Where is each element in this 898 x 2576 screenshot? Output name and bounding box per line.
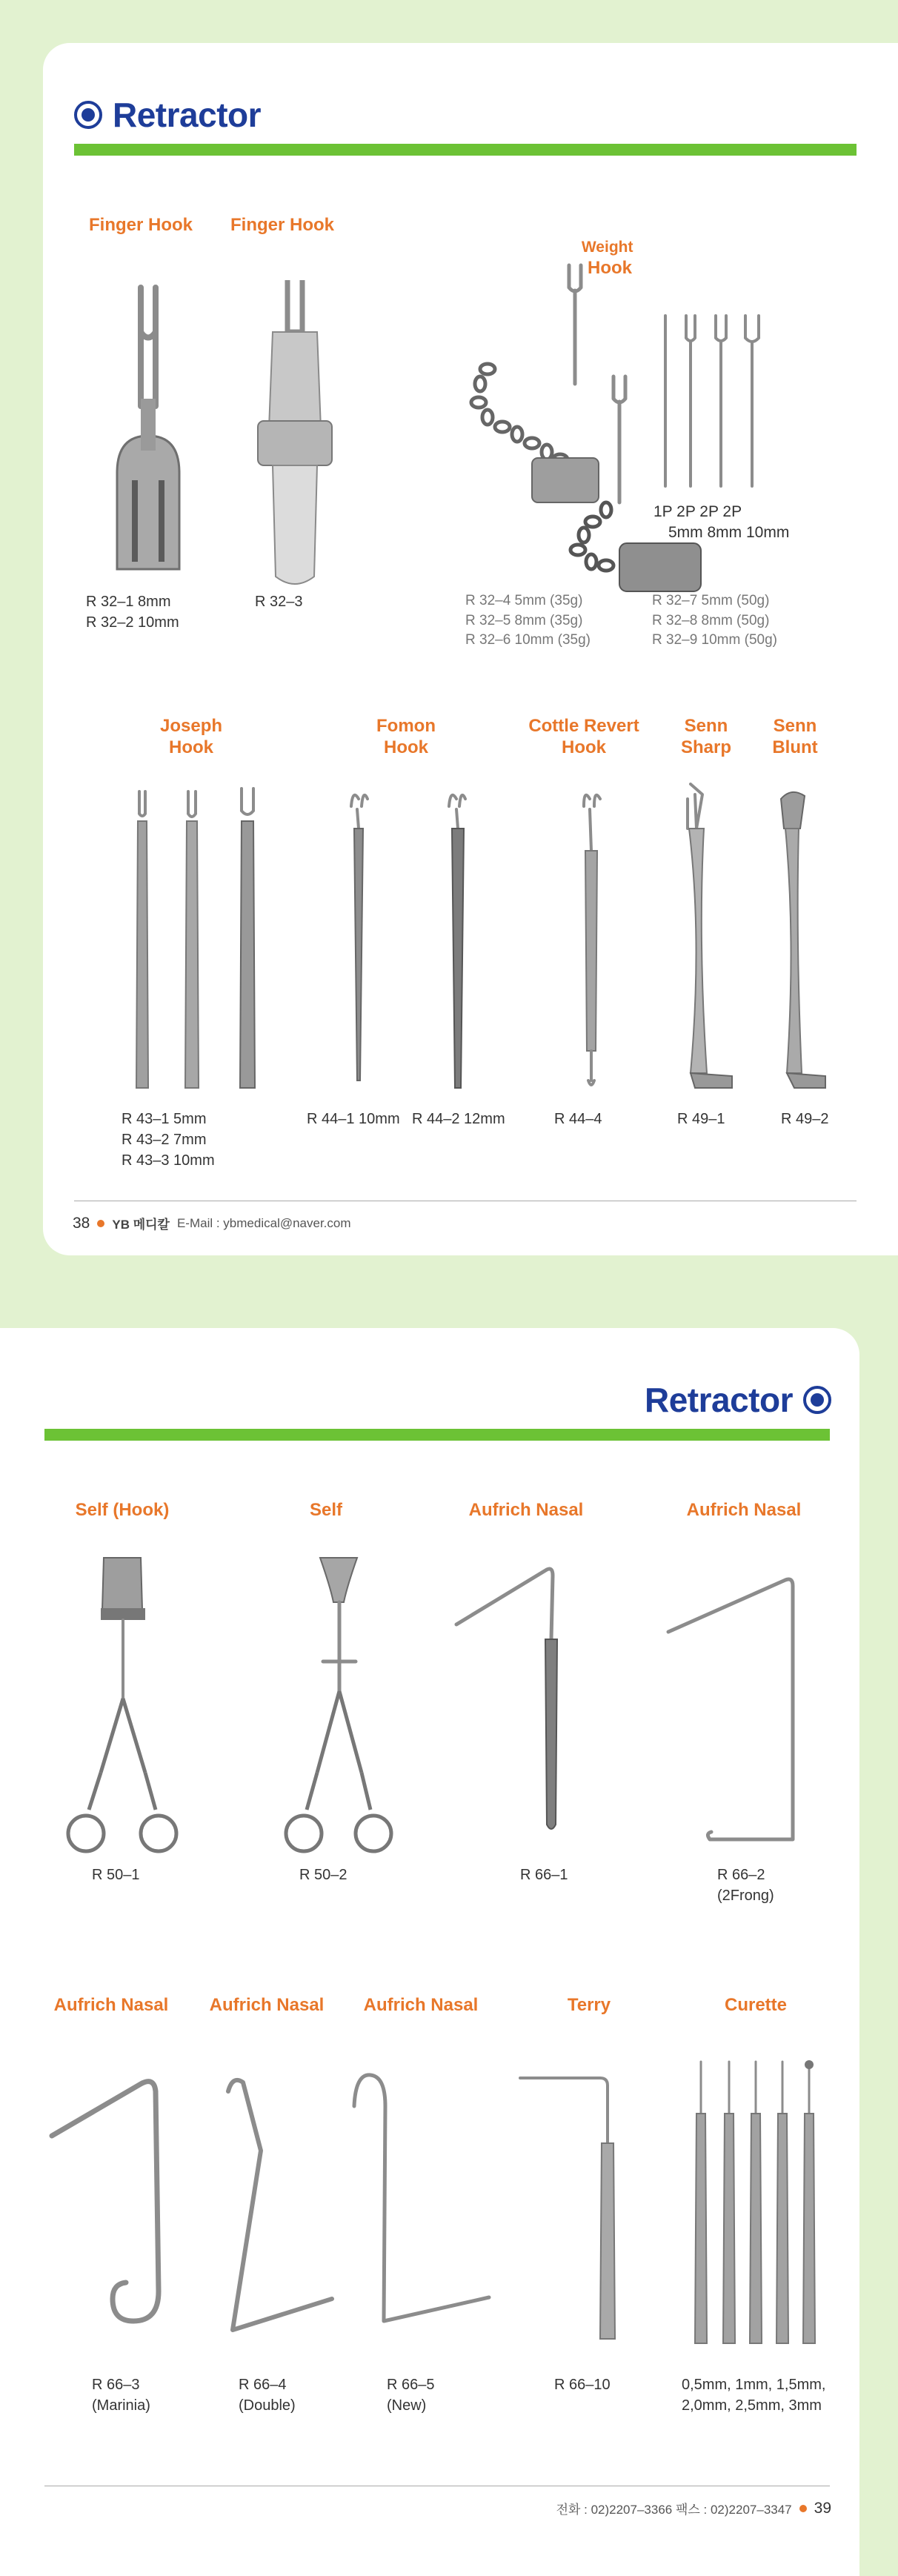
product-code-cottle: R 44–4 — [554, 1111, 602, 1127]
product-code-terry: R 66–10 — [554, 2377, 611, 2393]
aufrich-nasal-2-image — [667, 1573, 815, 1854]
circle-bullet-icon — [803, 1386, 831, 1414]
product-code-joseph-hook: R 43–1 5mm R 43–2 7mm R 43–3 10mm — [122, 1111, 215, 1169]
product-label-senn-blunt: Senn Blunt — [772, 716, 818, 757]
finger-hook-plate-image — [243, 280, 347, 591]
product-label-curette: Curette — [724, 1995, 787, 2015]
product-code-fomon-1: R 44–1 10mm — [307, 1111, 400, 1127]
product-code-self-hook: R 50–1 — [92, 1867, 140, 1883]
product-code-self: R 50–2 — [299, 1867, 347, 1883]
product-code-aufrich-nasal-4: R 66–4 (Double) — [239, 2377, 296, 2414]
product-label-finger-hook-2: Finger Hook — [230, 215, 334, 235]
curette-set-image — [682, 2062, 830, 2358]
product-code-finger-hook-2: R 32–3 — [255, 594, 303, 610]
product-code-aufrich-nasal-3: R 66–3 (Marinia) — [92, 2377, 150, 2414]
product-code-aufrich-nasal-2: R 66–2 (2Frong) — [717, 1867, 774, 1904]
product-label-cottle-revert-hook: Cottle Revert Hook — [528, 716, 639, 757]
product-code-aufrich-nasal-1: R 66–1 — [520, 1867, 568, 1883]
product-label-fomon-hook: Fomon Hook — [376, 716, 436, 757]
page-number: 38 — [73, 1214, 90, 1232]
catalog-page-39 — [0, 1328, 859, 2576]
section-title-text: Retractor — [113, 96, 262, 134]
product-label-weight-part: Weight — [581, 238, 633, 256]
weight-size-labels: 5mm 8mm 10mm — [668, 524, 790, 541]
product-code-senn-blunt: R 49–2 — [781, 1111, 829, 1127]
finger-hook-image — [102, 288, 206, 584]
company-email: E-Mail : ybmedical@naver.com — [176, 1215, 351, 1230]
self-retractor-image — [276, 1550, 409, 1862]
page-footer — [73, 1214, 351, 1232]
section-title — [74, 95, 261, 135]
product-label-hook-part: Hook — [588, 257, 632, 278]
self-retractor-hook-image — [59, 1550, 193, 1862]
product-label-self-hook: Self (Hook) — [75, 1500, 170, 1520]
product-code-senn-sharp: R 49–1 — [677, 1111, 725, 1127]
product-label-aufrich-nasal-3: Aufrich Nasal — [53, 1995, 169, 2015]
aufrich-nasal-3-image — [44, 2069, 193, 2336]
cottle-revert-hook-image — [562, 784, 621, 1095]
company-name: YB 메디칼 — [112, 1218, 170, 1232]
product-code-aufrich-nasal-5: R 66–5 (New) — [387, 2377, 435, 2414]
aufrich-nasal-4-image — [221, 2069, 369, 2336]
catalog-page-38 — [43, 43, 898, 1255]
fomon-hook-image — [332, 784, 525, 1095]
product-label-aufrich-nasal-4: Aufrich Nasal — [209, 1995, 325, 2015]
page-footer — [556, 2499, 831, 2517]
product-label-senn-sharp: Senn Sharp — [680, 716, 731, 757]
product-code-finger-hook-1: R 32–1 8mm R 32–2 10mm — [86, 594, 179, 631]
product-label-terry: Terry — [567, 1995, 611, 2015]
footer-dot-icon — [799, 2505, 807, 2512]
product-label-aufrich-nasal-5: Aufrich Nasal — [363, 1995, 479, 2015]
terry-image — [519, 2069, 637, 2351]
weight-hook-set-image — [656, 301, 805, 501]
aufrich-nasal-1-image — [452, 1558, 615, 1869]
circle-bullet-icon — [74, 101, 102, 129]
product-label-aufrich-nasal-1: Aufrich Nasal — [468, 1500, 584, 1520]
section-title — [645, 1380, 831, 1420]
product-label-aufrich-nasal-2: Aufrich Nasal — [686, 1500, 802, 1520]
page-number: 39 — [814, 2499, 831, 2517]
senn-blunt-image — [762, 777, 843, 1095]
aufrich-nasal-5-image — [348, 2062, 496, 2343]
footer-dot-icon — [97, 1220, 104, 1227]
section-title-text: Retractor — [644, 1381, 793, 1419]
product-code-curette: 0,5mm, 1mm, 1,5mm, 2,0mm, 2,5mm, 3mm — [682, 2377, 826, 2414]
product-code-weight-b: R 32–7 5mm (50g) R 32–8 8mm (50g) R 32–9 10mm (50g) — [652, 593, 777, 648]
title-underline — [74, 144, 857, 156]
product-label-finger-hook-1: Finger Hook — [89, 215, 193, 235]
weight-prong-labels: 1P 2P 2P 2P — [653, 503, 742, 520]
product-label-self: Self — [309, 1500, 342, 1520]
product-label-joseph-hook: Joseph Hook — [159, 716, 223, 757]
title-underline — [44, 1429, 830, 1441]
product-code-weight-a: R 32–4 5mm (35g) R 32–5 8mm (35g) R 32–6 10mm (35g) — [465, 593, 591, 648]
senn-sharp-image — [665, 777, 747, 1095]
product-code-fomon-2: R 44–2 12mm — [412, 1111, 505, 1127]
contact-info: 전화 : 02)2207–3366 팩스 : 02)2207–3347 — [556, 2503, 792, 2517]
joseph-hook-image — [117, 784, 265, 1095]
